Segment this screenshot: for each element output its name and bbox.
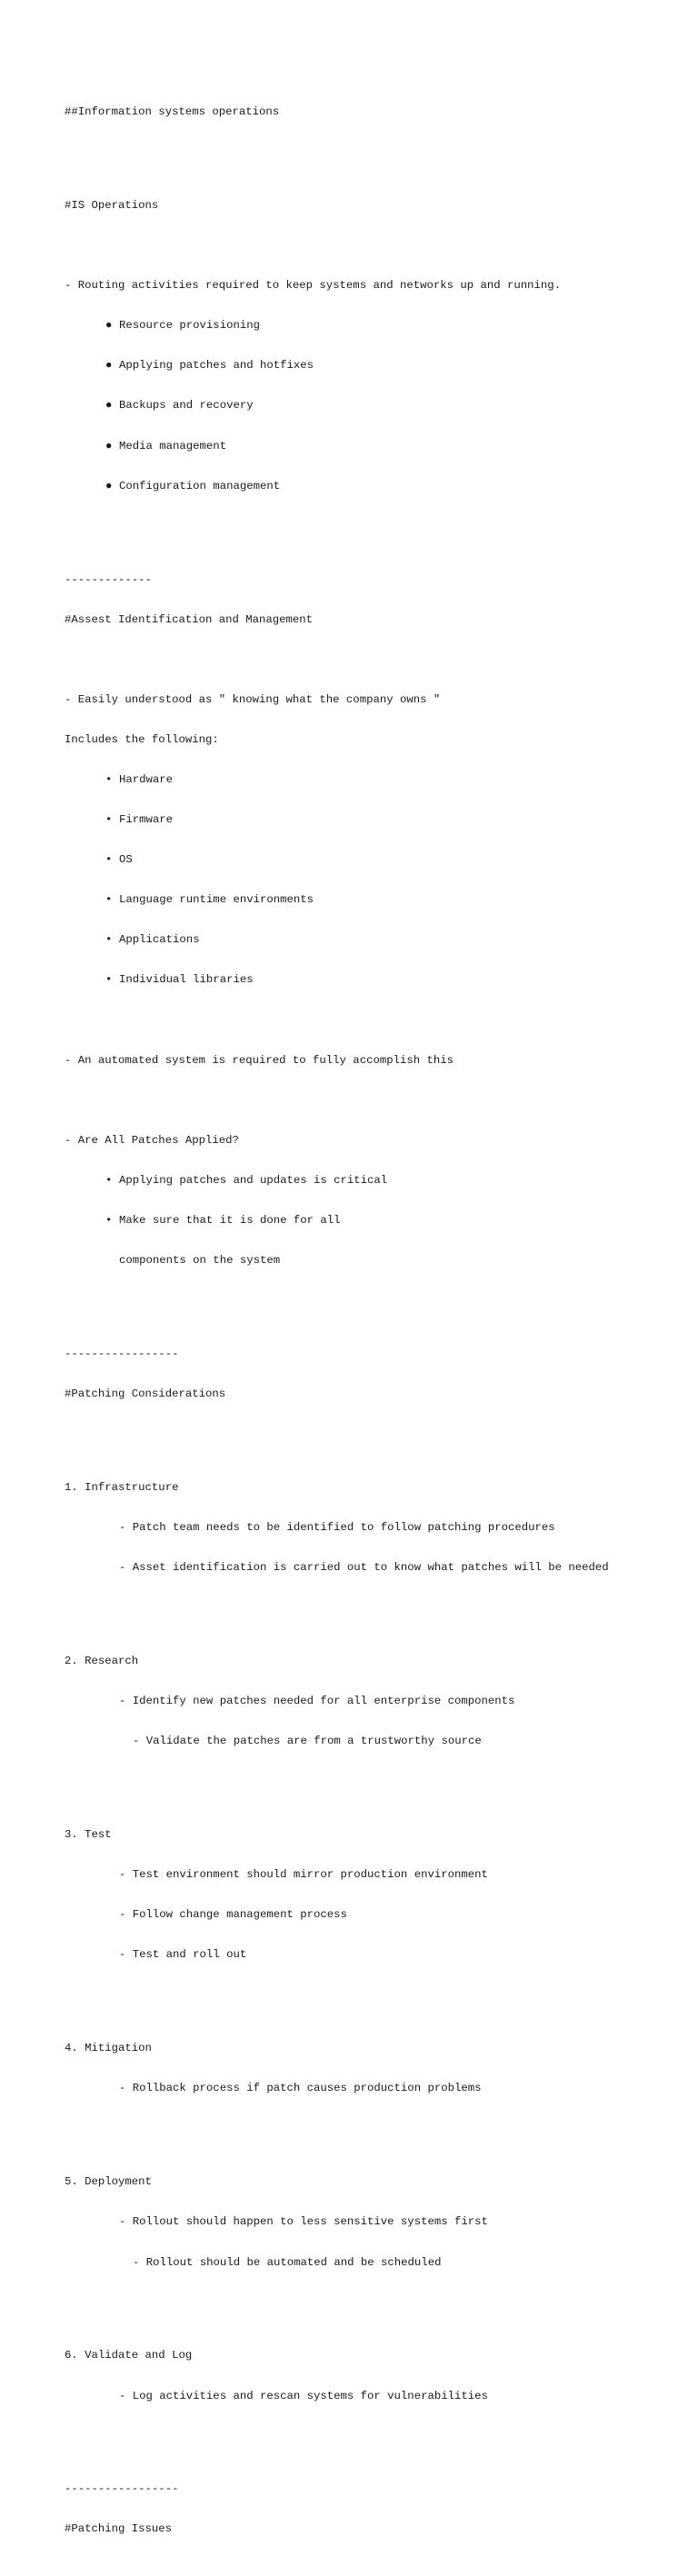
section-heading-patching: #Patching Considerations — [65, 1387, 226, 1401]
step-line: - Identify new patches needed for all enterprise components — [119, 1695, 515, 1708]
step-title: 6. Validate and Log — [65, 2349, 193, 2362]
list-item: • Firmware — [105, 813, 174, 827]
bullet-icon: ● — [105, 439, 113, 453]
asset-intro: - Easily understood as " knowing what the company owns " — [65, 692, 441, 706]
step-line: - Log activities and rescan systems for vulnerabilities — [119, 2389, 488, 2402]
bullet-icon: ● — [105, 399, 113, 413]
step-line: - Test and roll out — [119, 1948, 247, 1962]
bullet-icon: • — [105, 973, 113, 987]
section-divider: ----------------- — [65, 1348, 179, 1361]
step-title: 5. Deployment — [65, 2175, 152, 2189]
list-item: ● Applying patches and hotfixes — [105, 359, 314, 373]
list-item: • Applications — [105, 933, 200, 947]
step-line: - Asset identification is carried out to know what patches will be needed — [119, 1561, 609, 1575]
step-title: 4. Mitigation — [65, 2042, 152, 2055]
document-body — [65, 65, 683, 2576]
step-title: 3. Test — [65, 1828, 112, 1842]
patches-question: - Are All Patches Applied? — [65, 1133, 239, 1147]
list-item: ● Media management — [105, 439, 227, 453]
list-item: • Hardware — [105, 773, 174, 787]
list-item: • Individual libraries — [105, 973, 254, 987]
bullet-icon: • — [105, 1214, 113, 1228]
step-line: - Rollout should happen to less sensitive systems first — [119, 2215, 488, 2229]
list-item: • Make sure that it is done for all — [105, 1214, 341, 1228]
step-line: - Test environment should mirror production environment — [119, 1868, 488, 1882]
list-item-continuation: components on the system — [119, 1254, 281, 1268]
section-heading-issues: #Patching Issues — [65, 2522, 173, 2536]
section-divider: ------------- — [65, 572, 152, 586]
list-item: ● Configuration management — [105, 479, 281, 492]
section-heading-asset: #Assest Identification and Management — [65, 612, 314, 626]
asset-includes: Includes the following: — [65, 732, 219, 746]
bullet-icon: • — [105, 1173, 113, 1187]
step-line: - Rollback process if patch causes production problems — [119, 2082, 482, 2095]
list-item: • Language runtime environments — [105, 893, 314, 907]
bullet-icon: • — [105, 813, 113, 827]
bullet-icon: • — [105, 773, 113, 787]
step-line: - Follow change management process — [119, 1908, 347, 1922]
list-item: • Applying patches and updates is critical — [105, 1173, 388, 1187]
step-line: - Patch team needs to be identified to follow patching procedures — [119, 1521, 555, 1535]
list-item: ● Backups and recovery — [105, 399, 254, 413]
section-divider: ----------------- — [65, 2482, 179, 2496]
bullet-icon: • — [105, 893, 113, 907]
step-subline: - Rollout should be automated and be scheduled — [133, 2255, 442, 2269]
step-title: 2. Research — [65, 1655, 139, 1668]
bullet-icon: • — [105, 933, 113, 947]
is-operations-intro: - Routing activities required to keep systems and networks up and running. — [65, 279, 562, 293]
bullet-icon: ● — [105, 319, 113, 333]
list-item: ● Resource provisioning — [105, 319, 260, 333]
bullet-icon: ● — [105, 359, 113, 373]
section-heading-is-operations: #IS Operations — [65, 199, 159, 212]
list-item: • OS — [105, 853, 133, 867]
bullet-icon: • — [105, 853, 113, 867]
document-title: ##Information systems operations — [65, 105, 280, 119]
asset-automated-note: - An automated system is required to fully accomplish this — [65, 1053, 454, 1067]
step-title: 1. Infrastructure — [65, 1481, 179, 1495]
step-subline: - Validate the patches are from a trustworthy source — [133, 1735, 482, 1748]
bullet-icon: ● — [105, 479, 113, 492]
